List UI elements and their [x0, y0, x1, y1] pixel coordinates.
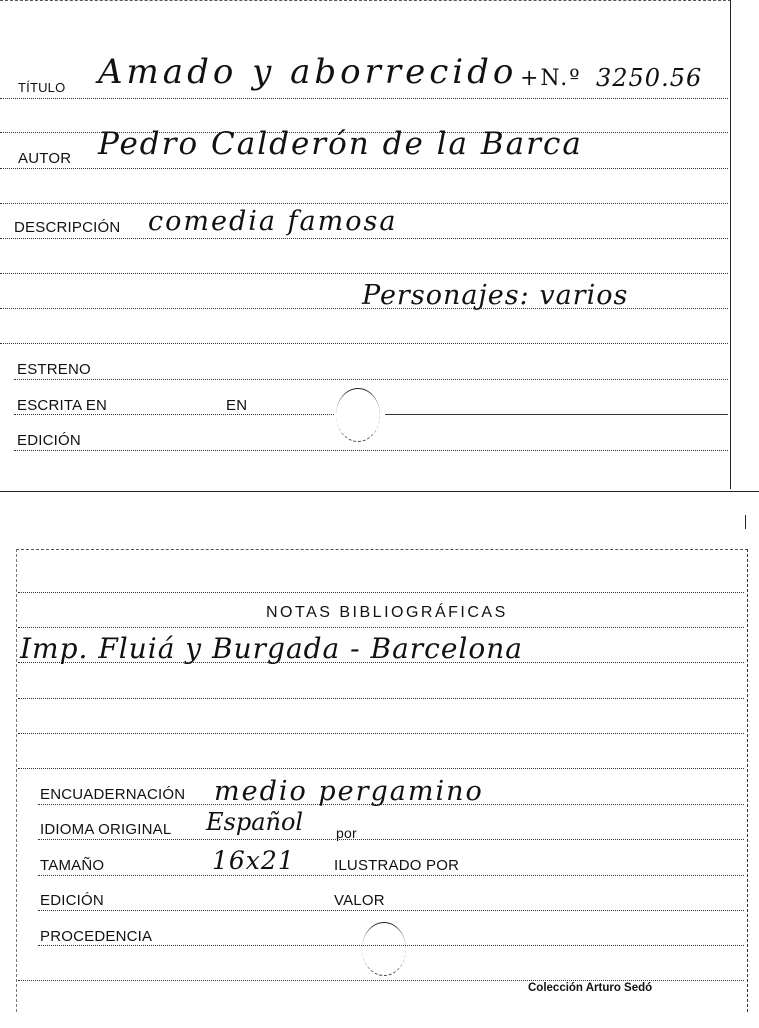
numero-value: 3250.56	[596, 64, 703, 92]
collection-credit: Colección Arturo Sedó	[528, 982, 653, 994]
estreno-label: ESTRENO	[17, 361, 91, 378]
rule-line	[0, 273, 728, 274]
personajes-value: Personajes: varios	[362, 280, 629, 311]
edicion-label: EDICIÓN	[17, 432, 81, 449]
rule-line	[18, 592, 744, 593]
tamano-value: 16x21	[212, 846, 295, 875]
rule-line	[18, 980, 744, 981]
autor-label: AUTOR	[18, 150, 72, 167]
card-separator	[0, 491, 759, 492]
rule-line	[38, 839, 744, 840]
punch-hole-mark	[362, 922, 406, 976]
rule-line	[0, 203, 728, 204]
escrita-en-label: ESCRITA EN	[17, 397, 108, 414]
punch-hole-mark	[336, 388, 380, 442]
notas-value: Imp. Fluiá y Burgada - Barcelona	[20, 632, 523, 665]
titulo-value: Amado y aborrecido	[98, 52, 518, 92]
encuadernacion-value: medio pergamino	[214, 776, 484, 807]
rule-line	[14, 450, 728, 451]
titulo-label: TÍTULO	[18, 80, 66, 95]
rule-line	[18, 733, 744, 734]
rule-line	[18, 698, 744, 699]
rule-line	[18, 627, 744, 628]
descripcion-value: comedia famosa	[148, 206, 398, 237]
rule-line	[14, 379, 728, 380]
idioma-label: IDIOMA ORIGINAL	[40, 821, 172, 838]
numero-label: +N.º	[520, 66, 582, 91]
autor-value: Pedro Calderón de la Barca	[98, 126, 583, 162]
por-label: por	[336, 825, 357, 841]
en-label: EN	[226, 397, 248, 414]
tamano-label: TAMAÑO	[40, 857, 105, 874]
rule-line	[0, 238, 728, 239]
rule-line	[385, 414, 728, 415]
rule-line	[38, 910, 744, 911]
edicion-label-back: EDICIÓN	[40, 892, 104, 909]
rule-line	[38, 875, 744, 876]
idioma-value: Español	[206, 808, 304, 836]
rule-line	[0, 98, 728, 99]
edge-mark	[745, 515, 746, 529]
descripcion-label: DESCRIPCIÓN	[14, 219, 121, 236]
rule-line	[18, 768, 744, 769]
rule-line	[0, 343, 728, 344]
notas-heading: NOTAS BIBLIOGRÁFICAS	[266, 604, 508, 621]
rule-line	[0, 168, 728, 169]
valor-label: VALOR	[334, 892, 385, 909]
ilustrado-label: ILUSTRADO POR	[334, 857, 460, 874]
encuadernacion-label: ENCUADERNACIÓN	[40, 786, 186, 803]
procedencia-label: PROCEDENCIA	[40, 928, 153, 945]
